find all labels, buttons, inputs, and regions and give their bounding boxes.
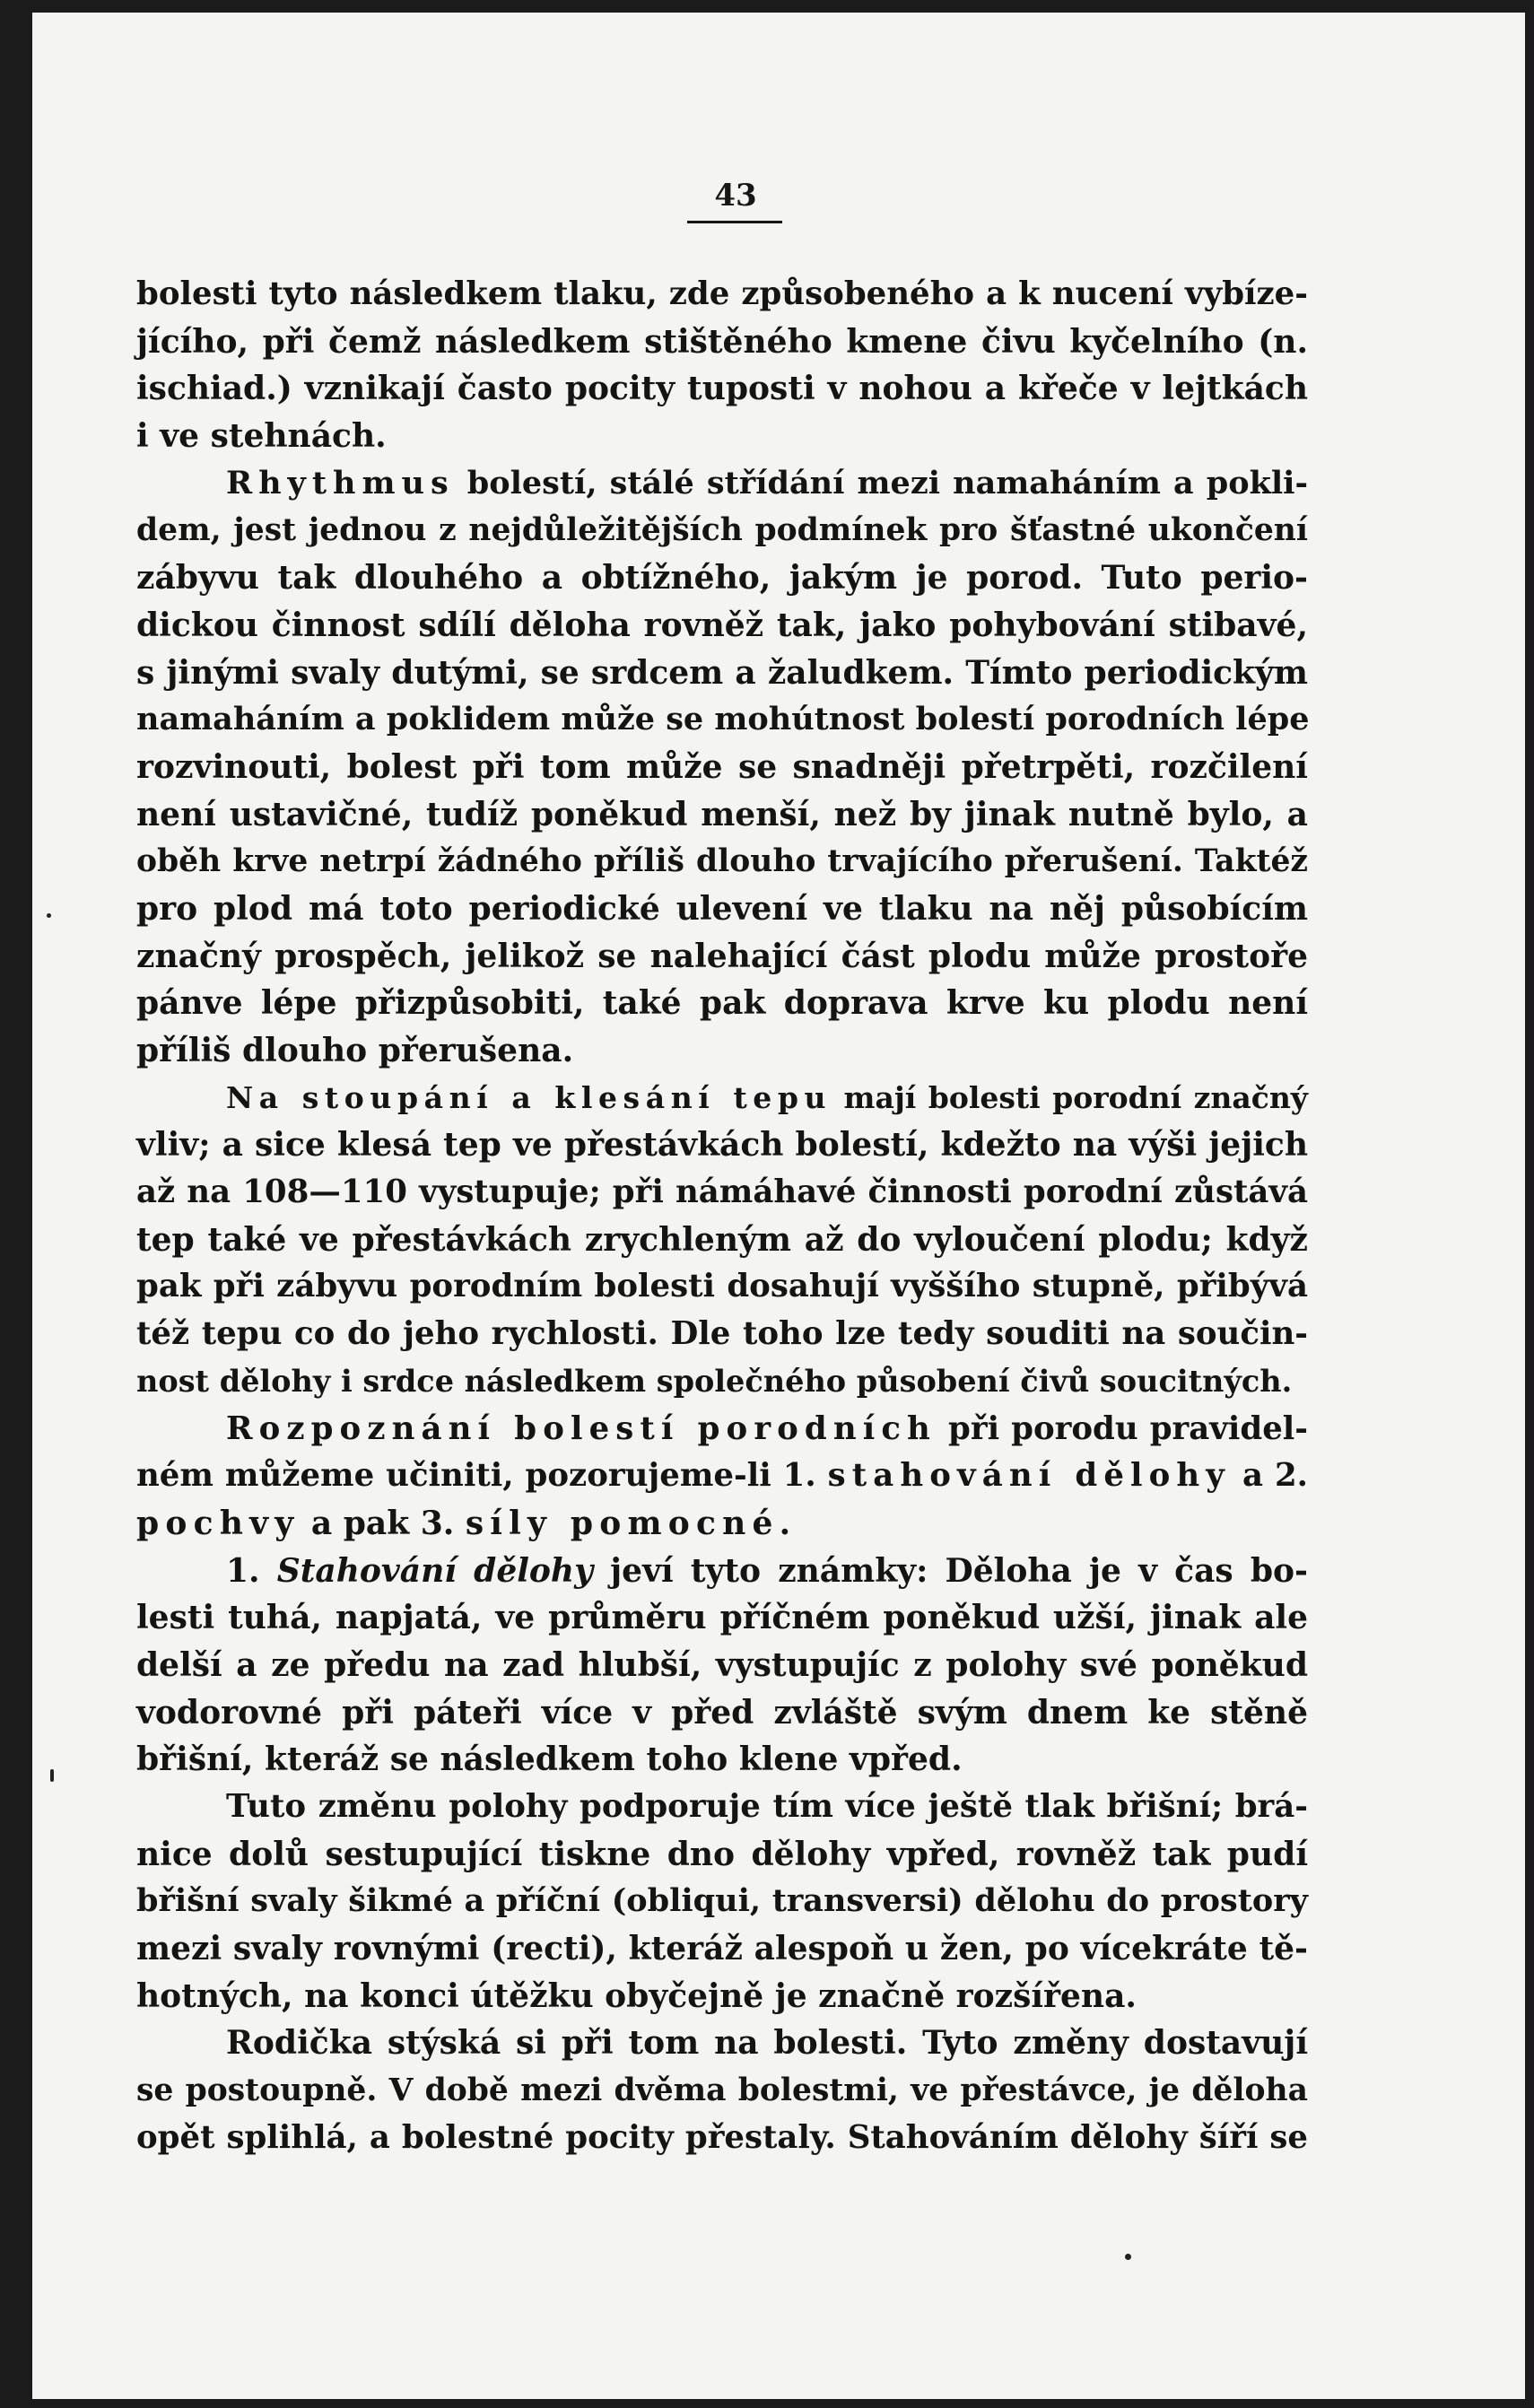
paragraph-start-line	[136, 1406, 1308, 1453]
text-line: břišní svaly šikmé a příční (obliqui, transversi) dělohu do prostory	[136, 1882, 1308, 1920]
text-line: lesti tuhá, napjatá, ve průměru příčném poněkud užší, jinak ale	[136, 1599, 1308, 1637]
text-fragment: ném můžeme učiniti, pozorujeme-li 1.	[136, 1457, 828, 1495]
paragraph-start-line: Tuto změnu polohy podporuje tím více ještě tlak břišní; brá-	[226, 1788, 1308, 1825]
speck-mark	[1125, 2254, 1131, 2260]
text-fragment: mají bolesti porodní značný	[832, 1079, 1308, 1115]
text-fragment: a 2.	[1231, 1457, 1309, 1495]
text-line: vliv; a sice klesá tep ve přestávkách bolestí, kdežto na výši jejich	[136, 1126, 1308, 1165]
text-line: i ve stehnách.	[136, 417, 387, 456]
text-line: břišní, kteráž se následkem toho klene vpřed.	[136, 1741, 963, 1779]
spaced-term: Na stoupání a klesání tepu	[226, 1079, 832, 1115]
speck-mark	[47, 913, 51, 918]
paragraph-start-line	[136, 1548, 1308, 1595]
paragraph-start-line: Rodička stýská si při tom na bolesti. Tyto změny dostavují	[226, 2024, 1308, 2063]
text-line: s jinými svaly dutými, se srdcem a žaludkem. Tímto periodickým	[136, 653, 1308, 692]
text-line: až na 108—110 vystupuje; při námáhavé činnosti porodní zůstává	[136, 1173, 1308, 1211]
text-line: namaháním a poklidem může se mohútnost bolestí porodních lépe	[136, 701, 1310, 738]
text-line: oběh krve netrpí žádného příliš dlouho trvajícího přerušení. Taktéž	[136, 843, 1308, 880]
text-line: nost dělohy i srdce následkem společného působení čivů soucitných.	[136, 1363, 1293, 1399]
text-line: pro plod má toto periodické ulevení ve tlaku na něj působícím	[136, 889, 1308, 928]
text-line	[136, 1500, 1308, 1548]
text-line: zábyvu tak dlouhého a obtížného, jakým je porod. Tuto perio-	[136, 559, 1308, 598]
italic-term: Stahování dělohy	[276, 1551, 593, 1590]
spaced-term: síly pomocné.	[465, 1504, 798, 1542]
speck-mark	[50, 1769, 54, 1782]
text-fragment: bolestí, stálé střídání mezi namaháním a pokli-	[454, 464, 1308, 502]
text-line: není ustavičné, tudíž poněkud menší, než by jinak nutně bylo, a	[136, 795, 1308, 833]
paragraph-start-line	[136, 1075, 1308, 1122]
spaced-term: Rozpoznání bolestí porodních	[226, 1409, 937, 1447]
text-line: se postoupně. V době mezi dvěma bolestmi, ve přestávce, je děloha	[136, 2072, 1308, 2109]
text-line: pánve lépe přizpůsobiti, také pak doprava krve ku plodu není	[136, 984, 1308, 1023]
text-fragment: při porodu pravidel-	[936, 1409, 1309, 1447]
body-text	[136, 271, 1308, 2162]
text-line: značný prospěch, jelikož se nalehající část plodu může prostoře	[136, 937, 1308, 975]
book-page	[32, 13, 1525, 2399]
text-line: pak při zábyvu porodním bolesti dosahují vyššího stupně, přibývá	[136, 1268, 1308, 1305]
text-line: vodorovné při páteři více v před zvláště svým dnem ke stěně	[136, 1693, 1308, 1732]
text-line: jícího, při čemž následkem stištěného kmene čivu kyčelního (n.	[136, 322, 1308, 361]
text-fragment: 1.	[226, 1551, 277, 1590]
text-line: delší a ze předu na zad hlubší, vystupujíc z polohy své poněkud	[136, 1645, 1308, 1684]
text-line	[136, 1453, 1308, 1500]
text-line: opět splihlá, a bolestné pocity přestaly. Stahováním dělohy šíří se	[136, 2118, 1308, 2156]
text-line: mezi svaly rovnými (recti), kteráž alespoň u žen, po vícekráte tě-	[136, 1930, 1308, 1968]
paragraph-start-line	[136, 460, 1308, 508]
spaced-term: Rhythmus	[226, 464, 455, 502]
text-line: ischiad.) vznikají často pocity tuposti v nohou a křeče v lejtkách	[136, 370, 1308, 408]
text-line: též tepu co do jeho rychlosti. Dle toho lze tedy souditi na součin-	[136, 1315, 1308, 1353]
spaced-term: stahování dělohy	[827, 1457, 1232, 1495]
page-number-rule	[687, 221, 782, 223]
text-line: dickou činnost sdílí děloha rovněž tak, jako pohybování stibavé,	[136, 606, 1308, 644]
text-fragment: jeví tyto známky: Děloha je v čas bo-	[593, 1551, 1308, 1590]
page-number: 43	[714, 178, 757, 214]
text-line: tep také ve přestávkách zrychleným až do vyloučení plodu; když	[136, 1220, 1308, 1259]
text-line: dem, jest jednou z nejdůležitějších podmínek pro šťastné ukončení	[136, 512, 1308, 549]
text-fragment: a pak 3.	[300, 1504, 466, 1542]
text-line: nice dolů sestupující tiskne dno dělohy vpřed, rovněž tak pudí	[136, 1835, 1308, 1873]
text-line: příliš dlouho přerušena.	[136, 1032, 574, 1069]
text-line: bolesti tyto následkem tlaku, zde způsobeného a k nucení vybíze-	[136, 275, 1308, 312]
text-line: hotných, na konci útěžku obyčejně je značně rozšířena.	[136, 1976, 1137, 2015]
spaced-term: pochvy	[136, 1504, 301, 1542]
text-line: rozvinouti, bolest při tom může se snadněji přetrpěti, rozčilení	[136, 747, 1308, 786]
